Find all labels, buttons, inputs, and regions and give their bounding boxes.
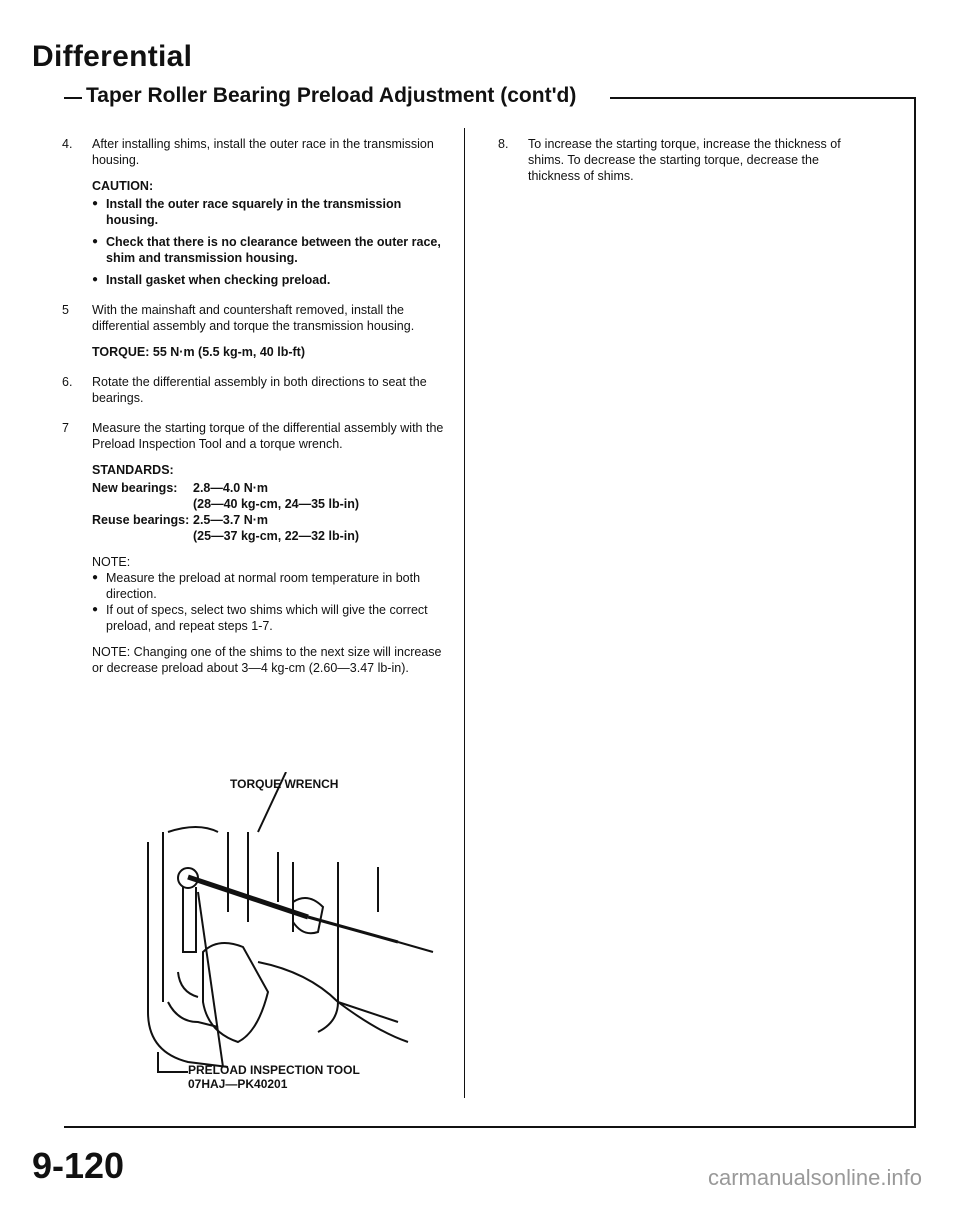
note-label: NOTE: <box>92 555 131 569</box>
step-5 <box>52 302 452 360</box>
right-column <box>488 136 866 198</box>
standards-new-value-alt: (28—40 kg-cm, 24—35 lb-in) <box>193 497 360 511</box>
figure-label-preload-tool: PRELOAD INSPECTION TOOL <box>188 1063 360 1077</box>
watermark: carmanualsonline.info <box>707 1165 922 1190</box>
standards-reuse-row <box>92 512 452 528</box>
step-number: 7 <box>62 421 69 435</box>
step-text: To increase the starting torque, increase the thickness of shims. To decrease the starting torque, decrease the thickness of shims. <box>528 137 841 183</box>
frame-bottom-border <box>64 1126 916 1128</box>
subtitle-rule-right <box>610 97 916 99</box>
left-column <box>52 136 452 690</box>
torque-wrench-illustration <box>108 772 438 1092</box>
page-title: Differential <box>32 40 193 73</box>
step-text: After installing shims, install the outer race in the transmission housing. <box>92 137 434 167</box>
subtitle-rule-left <box>64 97 82 99</box>
note-item: ● If out of specs, select two shims which will give the correct preload, and repeat steps 1-7. <box>92 602 452 634</box>
step-text: With the mainshaft and countershaft removed, install the differential assembly and torque the transmission housing. <box>92 303 415 333</box>
frame-right-border <box>914 97 916 1127</box>
standards-new-row-2 <box>92 496 452 512</box>
caution-item: ● Install the outer race squarely in the transmission housing. <box>92 196 452 228</box>
standards-reuse-value-alt: (25—37 kg-cm, 22—32 lb-in) <box>193 529 360 543</box>
step-6 <box>52 374 452 406</box>
standards-reuse-label: Reuse bearings: <box>92 513 190 527</box>
figure-part-number: 07HAJ—PK40201 <box>188 1077 288 1091</box>
step-number: 5 <box>62 303 69 317</box>
standards-new-row <box>92 480 452 496</box>
page-number: 9-120 <box>32 1145 125 1186</box>
step-text: Measure the starting torque of the differential assembly with the Preload Inspection Tool and a torque wrench. <box>92 421 444 451</box>
step-7 <box>52 420 452 676</box>
caution-item: ● Install gasket when checking preload. <box>92 272 452 288</box>
standards-new-value: 2.8—4.0 N·m <box>193 481 269 495</box>
torque-spec: TORQUE: 55 N·m (5.5 kg-m, 40 lb-ft) <box>92 345 305 359</box>
caution-label: CAUTION: <box>92 179 154 193</box>
standards-label: STANDARDS: <box>92 463 174 477</box>
step-number: 4. <box>62 137 73 151</box>
note-item: ● Measure the preload at normal room temperature in both direction. <box>92 570 452 602</box>
step-number: 8. <box>498 137 509 151</box>
step-text: Rotate the differential assembly in both directions to seat the bearings. <box>92 375 427 405</box>
standards-new-label: New bearings: <box>92 481 178 495</box>
figure-label-torque-wrench: TORQUE WRENCH <box>230 777 339 791</box>
section-subtitle: Taper Roller Bearing Preload Adjustment (cont'd) <box>86 84 577 107</box>
standards-reuse-row-2 <box>92 528 452 544</box>
caution-item: ● Check that there is no clearance between the outer race, shim and transmission housing. <box>92 234 452 266</box>
column-divider <box>464 128 465 1098</box>
step-number: 6. <box>62 375 73 389</box>
step-8 <box>488 136 866 184</box>
step-4 <box>52 136 452 288</box>
standards-reuse-value: 2.5—3.7 N·m <box>193 513 269 527</box>
note-shim-size: NOTE: Changing one of the shims to the next size will increase or decrease preload about 3—4 kg-cm (2.60—3.47 lb-in). <box>92 645 442 675</box>
